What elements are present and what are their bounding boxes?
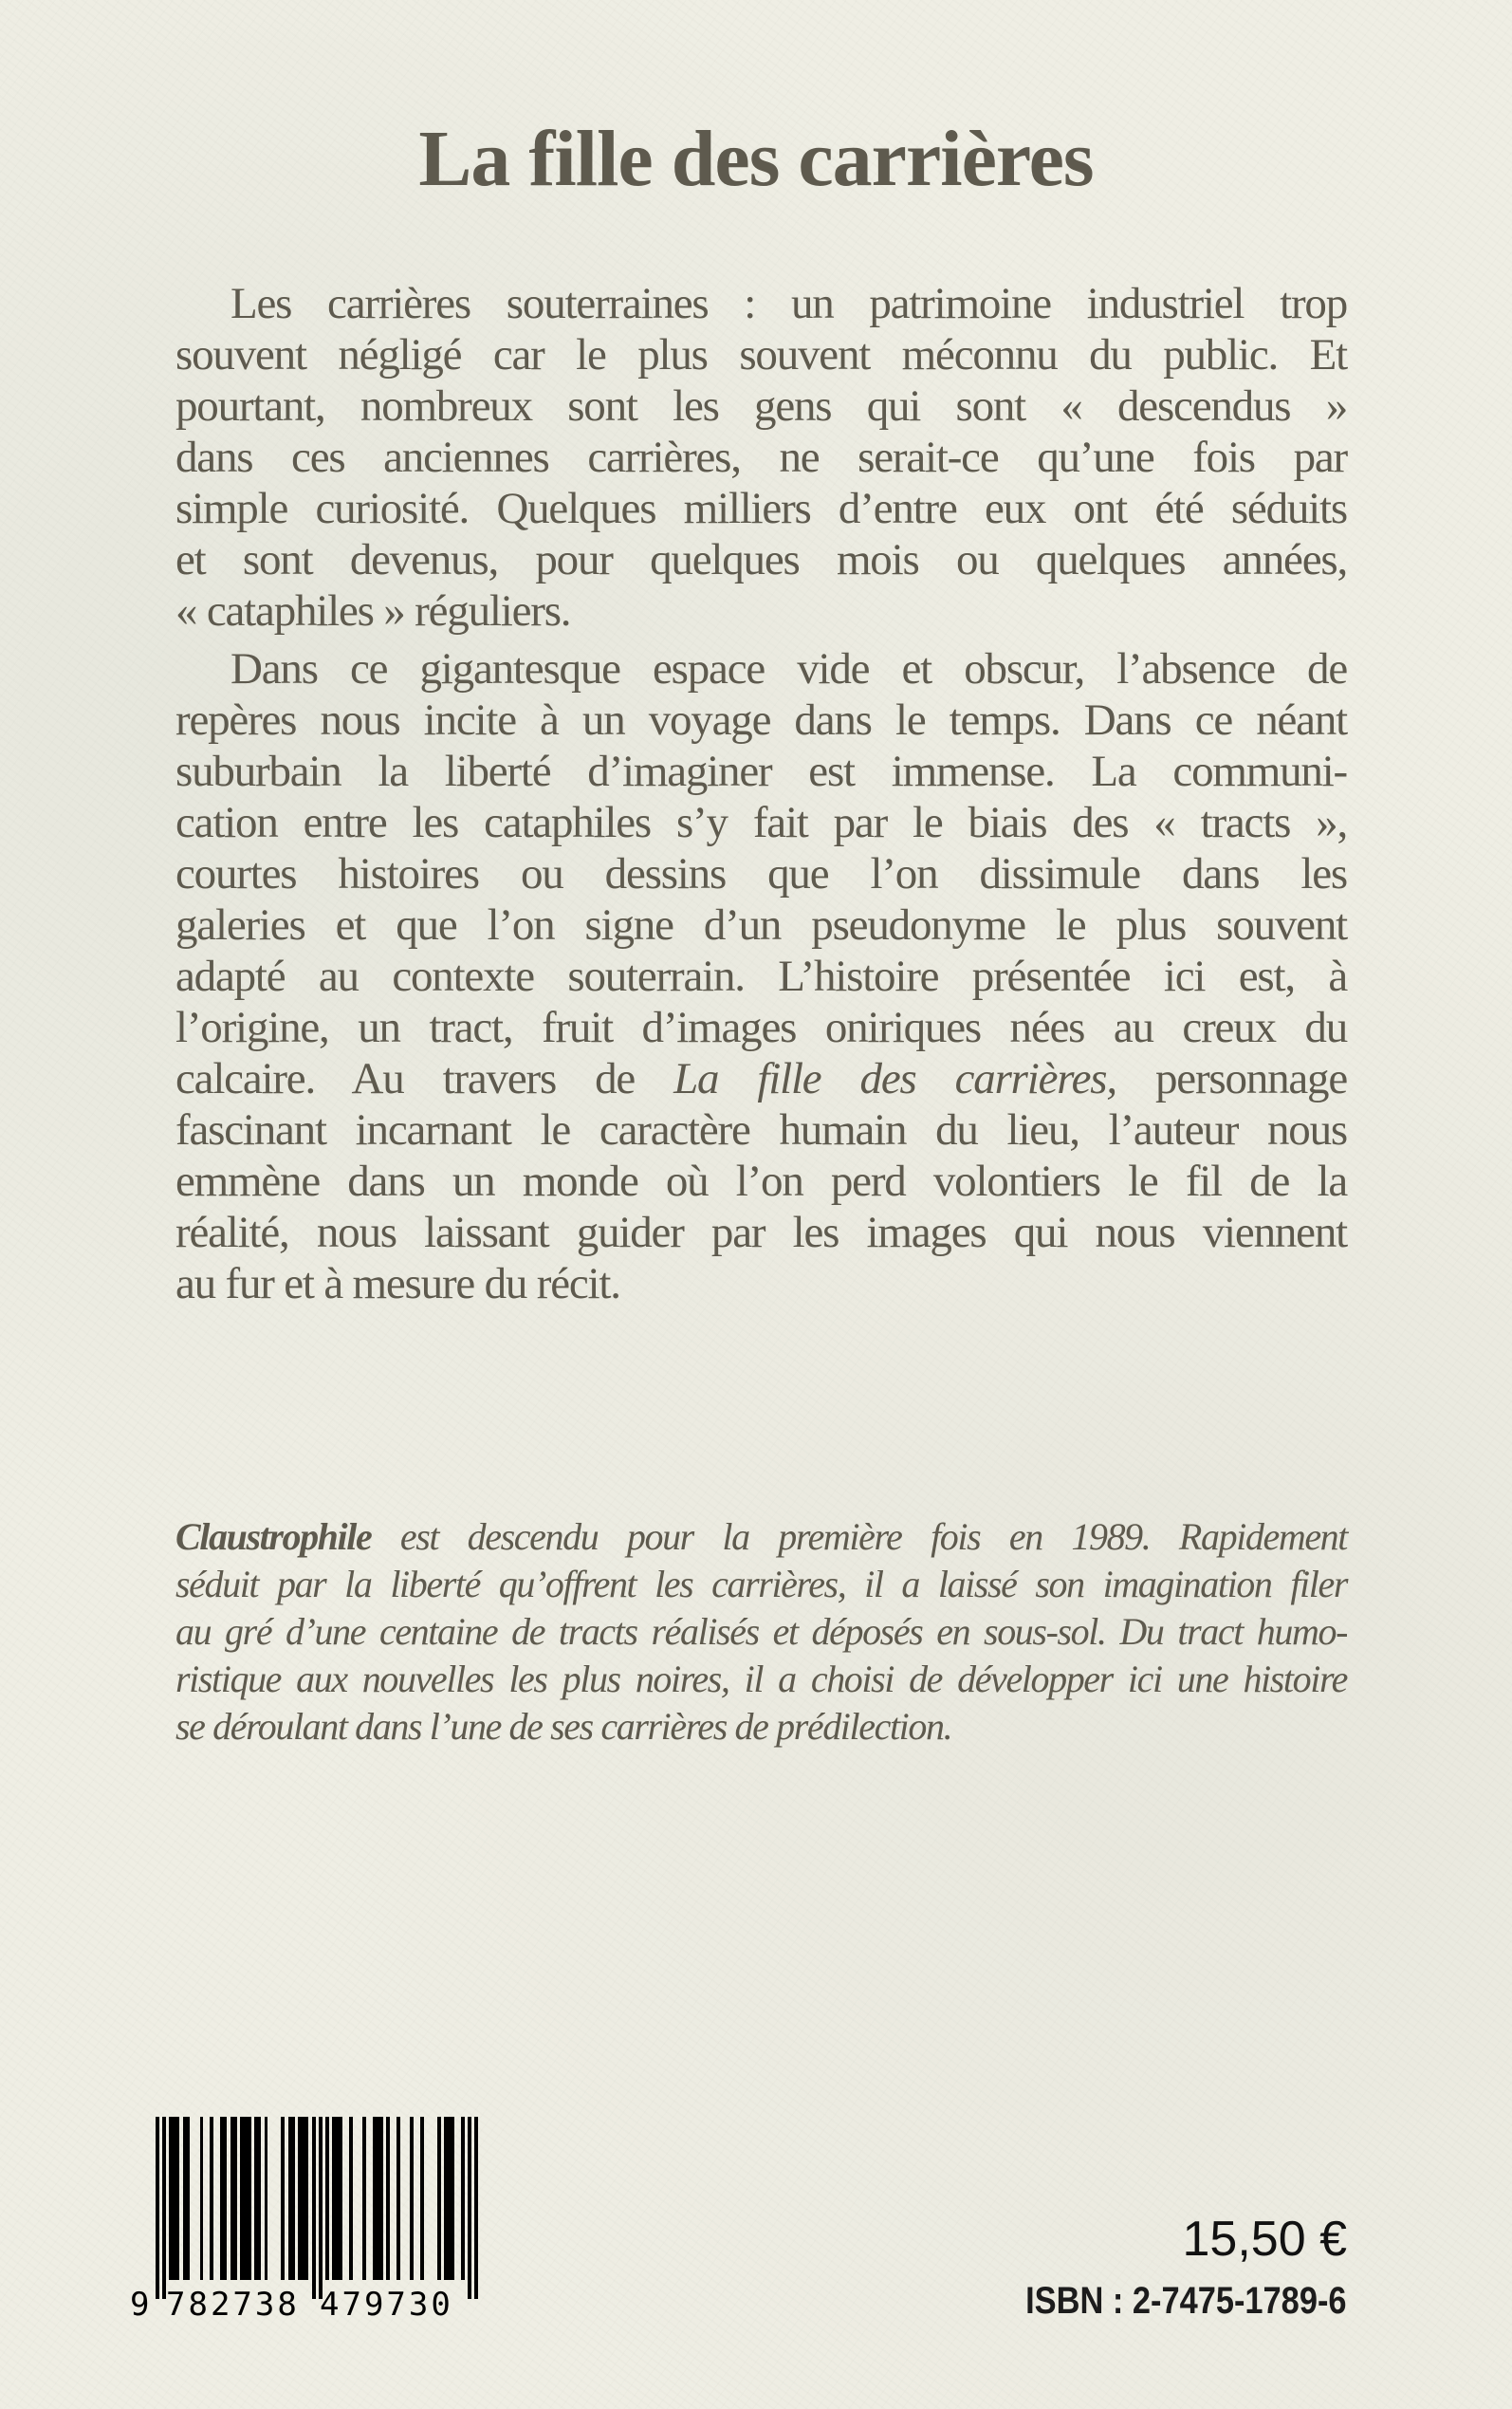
summary-line: suburbain la liberté d’imaginer est immense. La communi- (175, 747, 1347, 796)
summary-line: l’origine, un tract, fruit d’images oniriques nées au creux du (175, 1003, 1347, 1052)
barcode-bars (156, 2117, 478, 2299)
barcode-bar (257, 2117, 261, 2280)
summary-line: souvent négligé car le plus souvent méconnu du public. Et (175, 330, 1347, 380)
summary-line: Dans ce gigantesque espace vide et obscur, l’absence de (230, 644, 1347, 694)
barcode-bar (349, 2117, 353, 2280)
summary-line-with-title (175, 1053, 1347, 1104)
summary-line: réalité, nous laissant guider par les images qui nous viennent (175, 1208, 1347, 1257)
summary-line: au fur et à mesure du récit. (175, 1259, 620, 1308)
barcode-bar (468, 2117, 471, 2299)
summary-line: cation entre les cataphiles s’y fait par le biais des « tracts », (175, 798, 1347, 847)
summary-line: galeries et que l’on signe d’un pseudonyme le plus souvent (175, 900, 1347, 950)
barcode-bar (186, 2117, 190, 2280)
barcode-bar (362, 2117, 366, 2280)
summary-line: courtes histoires ou dessins que l’on dissimule dans les (175, 849, 1347, 899)
summary-line: repères nous incite à un voyage dans le temps. Dans ce néant (175, 695, 1347, 745)
summary-line: et sont devenus, pour quelques mois ou quelques années, (175, 535, 1347, 584)
blurb-line: au gré d’une centaine de tracts réalisés et déposés en sous-sol. Du tract humo- (175, 1610, 1347, 1653)
summary-line: dans ces anciennes carrières, ne serait-ce qu’une fois par (175, 433, 1347, 482)
barcode-bar (410, 2117, 414, 2280)
barcode-bar (224, 2117, 228, 2280)
isbn-barcode (130, 2117, 481, 2324)
barcode-bar (291, 2117, 295, 2280)
price: 15,50 € (1182, 2212, 1347, 2267)
barcode-bar (304, 2117, 308, 2280)
barcode-bar (175, 2117, 179, 2280)
author-name: Claustrophile (175, 1515, 372, 1558)
summary-text-fragment: personnage (1116, 1054, 1348, 1103)
barcode-bar (325, 2117, 329, 2280)
barcode-bar (312, 2117, 316, 2299)
italic-book-title: La fille des carrières, (673, 1054, 1116, 1103)
summary-line: pourtant, nombreux sont les gens qui sont « descendus » (175, 381, 1347, 431)
barcode-bar (162, 2117, 166, 2299)
barcode-bar (339, 2117, 342, 2280)
blurb-line: se déroulant dans l’une de ses carrières de prédilection. (175, 1705, 952, 1748)
barcode-right-digits: 479730 (320, 2286, 453, 2324)
barcode-left-digits: 782738 (166, 2286, 300, 2324)
summary-text-fragment: calcaire. Au travers de (175, 1054, 674, 1103)
blurb-line: séduit par la liberté qu’offrent les carrières, il a laissé son imagination filer (175, 1563, 1347, 1605)
author-blurb (175, 1513, 1347, 1751)
barcode-bar (233, 2117, 237, 2280)
barcode-bar (319, 2117, 323, 2299)
barcode-bar (420, 2117, 424, 2280)
barcode-bar (156, 2117, 159, 2299)
barcode-bar (451, 2117, 454, 2280)
barcode-bar (200, 2117, 204, 2280)
summary-line: « cataphiles » réguliers. (175, 586, 571, 636)
summary-line: fascinant incarnant le caractère humain du lieu, l’auteur nous (175, 1105, 1347, 1155)
blurb-text-fragment: est descendu pour la première fois en 1989. Rapidement (371, 1515, 1347, 1558)
barcode-bar (461, 2117, 465, 2280)
blurb-line (175, 1513, 1347, 1561)
summary-text (175, 278, 1347, 1309)
barcode-bar (265, 2117, 268, 2280)
barcode-bar (396, 2117, 400, 2280)
barcode-bar (248, 2117, 251, 2280)
barcode-bar (474, 2117, 478, 2299)
barcode-bar (281, 2117, 285, 2280)
barcode-bar (437, 2117, 441, 2280)
paragraph-gap (175, 637, 1347, 643)
summary-line: Les carrières souterraines : un patrimoine industriel trop (230, 279, 1347, 328)
summary-line: emmène dans un monde où l’on perd volontiers le fil de la (175, 1157, 1347, 1206)
book-title: La fille des carrières (418, 115, 1094, 203)
summary-line: simple curiosité. Quelques milliers d’entre eux ont été séduits (175, 484, 1347, 533)
summary-line: adapté au contexte souterrain. L’histoire présentée ici est, à (175, 952, 1347, 1001)
barcode-bar (210, 2117, 213, 2280)
isbn-number: ISBN : 2-7475-1789-6 (1025, 2280, 1347, 2322)
barcode-bar (386, 2117, 390, 2280)
barcode-bar (379, 2117, 383, 2280)
barcode-lead-digit: 9 (130, 2286, 150, 2324)
blurb-line: ristique aux nouvelles les plus noires, il a choisi de développer ici une histoire (175, 1658, 1347, 1700)
